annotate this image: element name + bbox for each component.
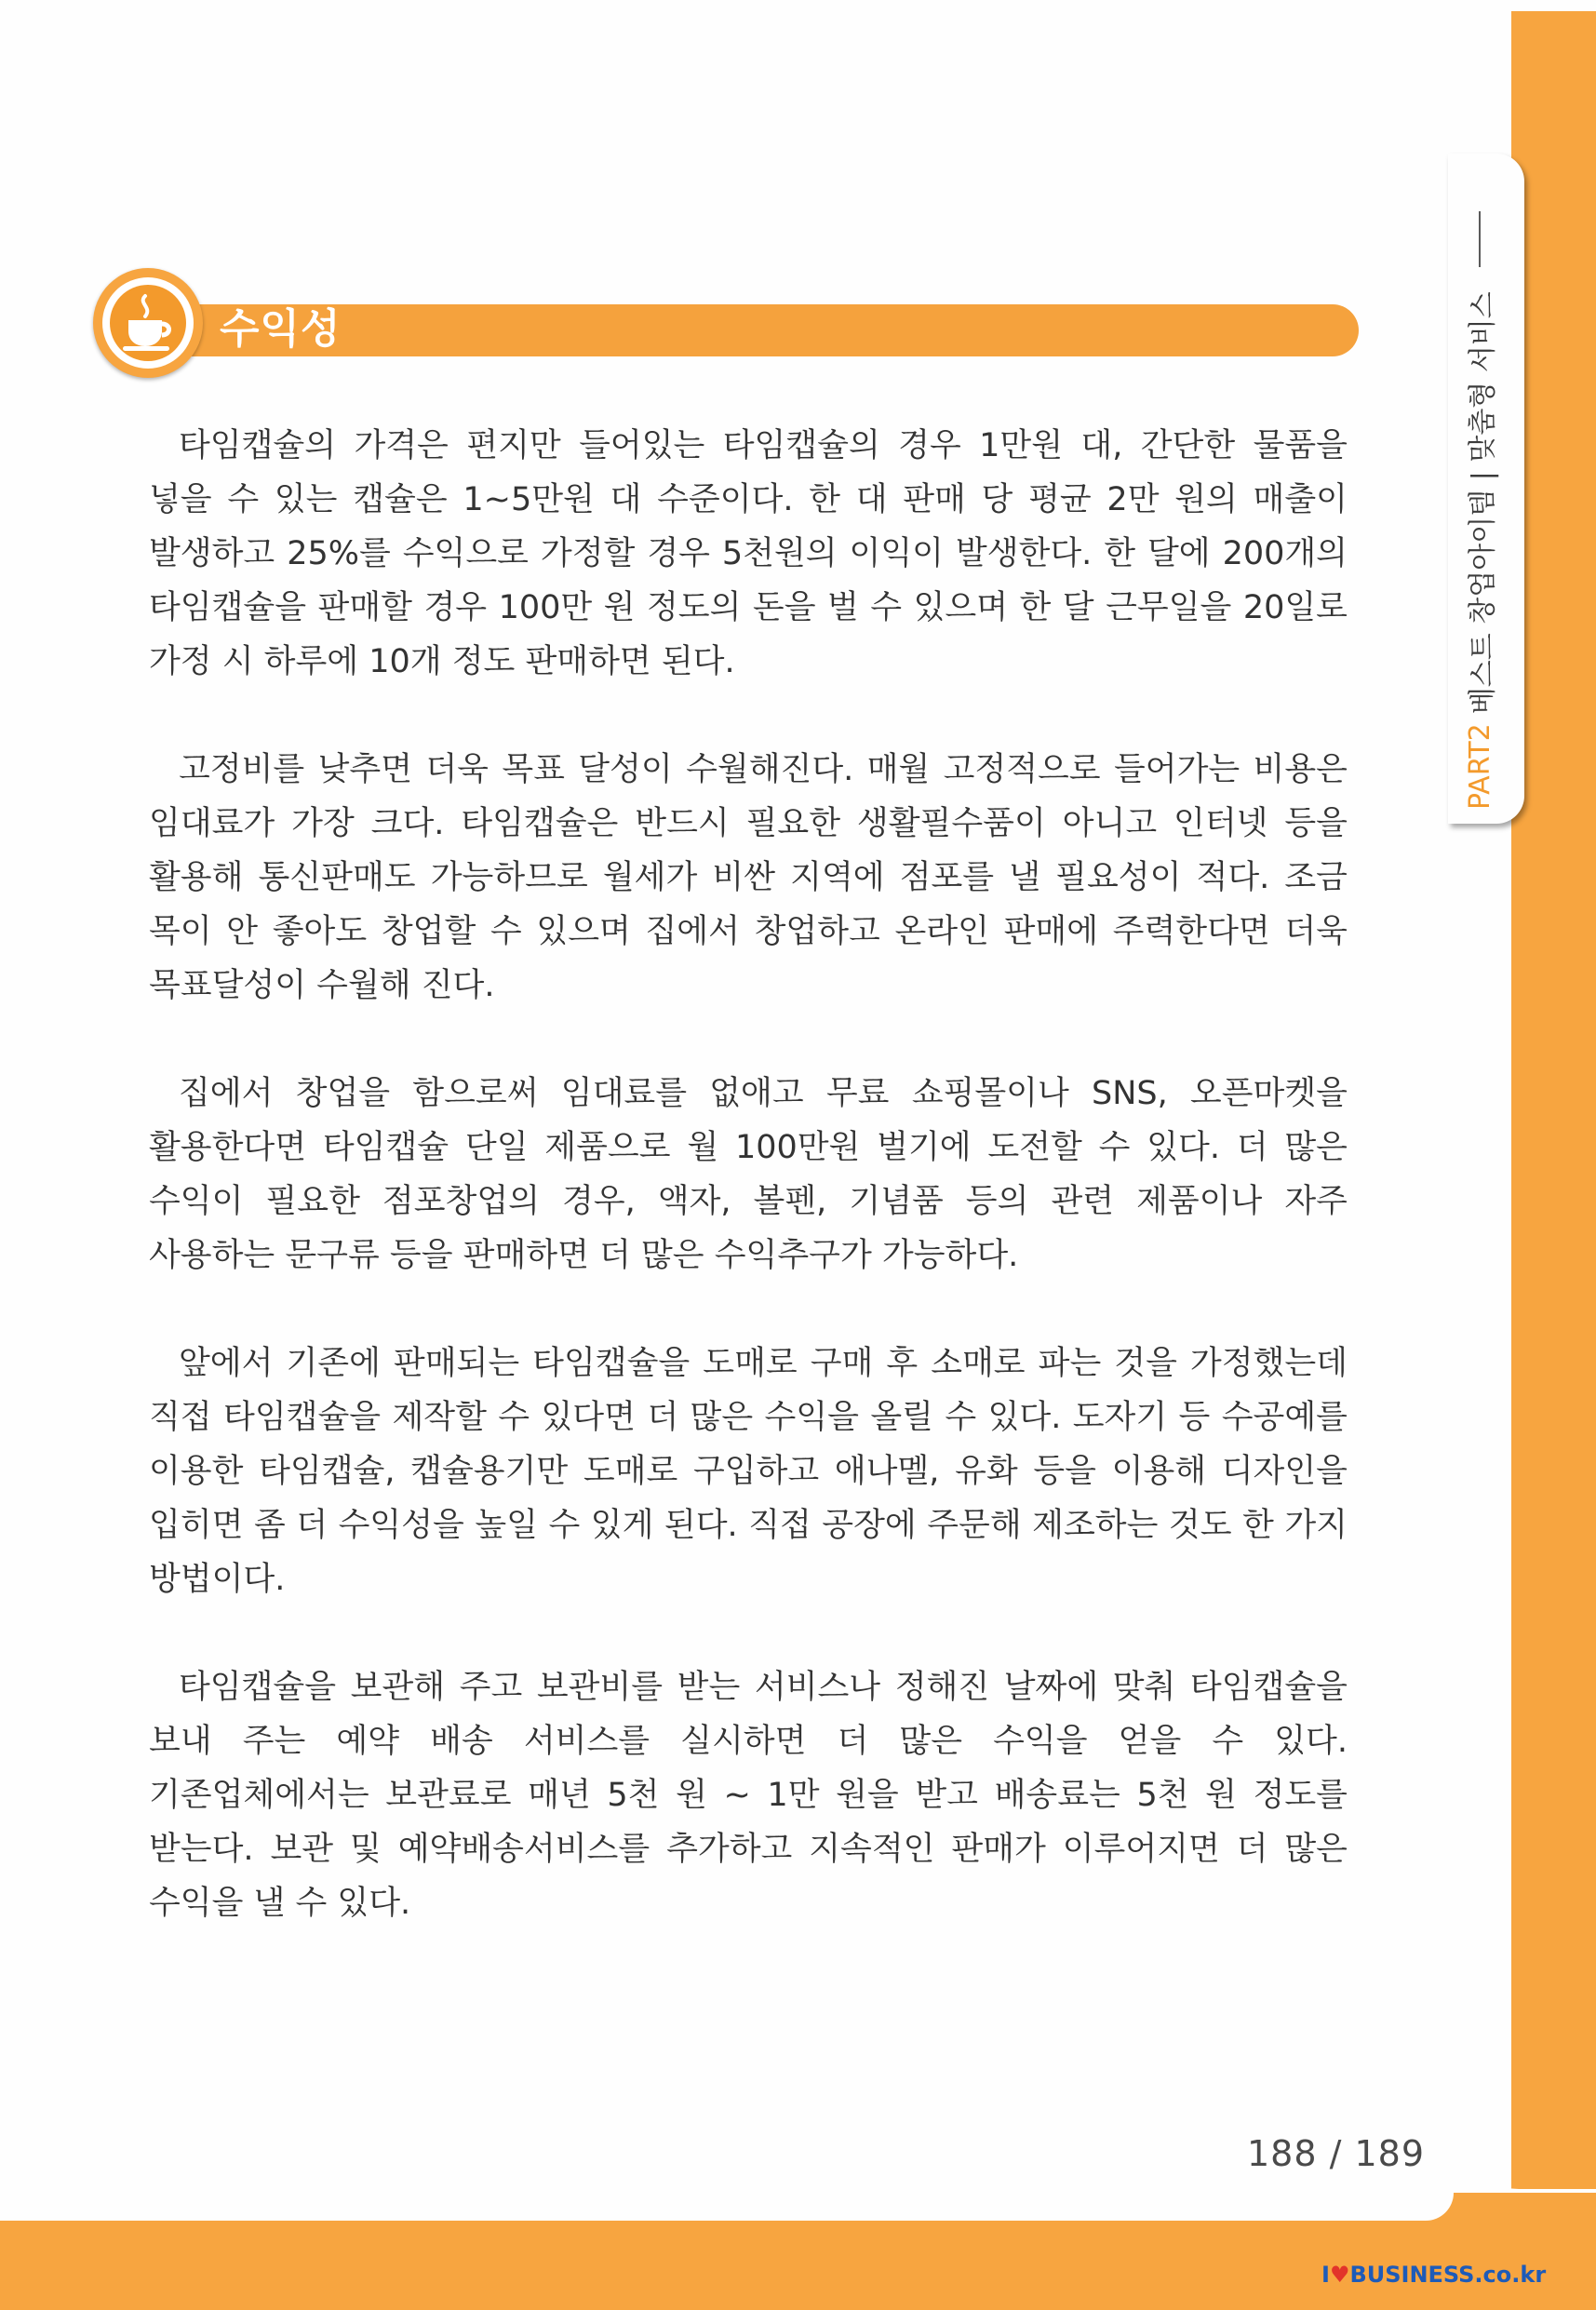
- section-title: 수익성: [220, 305, 342, 353]
- footer-brand-name: BUSINESS.co.kr: [1349, 2262, 1547, 2288]
- side-part-label: PART2: [1463, 723, 1496, 810]
- paragraph: 앞에서 기존에 판매되는 타임캡슐을 도매로 구매 후 소매로 파는 것을 가정했는데 직접 타임캡슐을 제작할 수 있다면 더 많은 수익을 올릴 수 있다. 도자기 등 수공예를 이용한 타임캡슐, 캡슐용기만 도매로 구입하고 애나멜, 유화 등을 이용해 디자인을 입히면 좀 더 수익성을 높일 수 있게 된다. 직접 공장에 주문해 제조하는 것도 한 가지 방법이다.: [149, 1345, 1348, 1598]
- side-chapter-title: [1459, 211, 1500, 810]
- heart-icon: ♥: [1329, 2262, 1350, 2288]
- section-icon-badge: [93, 268, 203, 378]
- side-chapter-text: 베스트 창업아이템 | 맞춤형 서비스: [1467, 291, 1499, 715]
- side-divider-line: [1479, 211, 1481, 267]
- paragraph: 타임캡슐의 가격은 편지만 들어있는 타임캡슐의 경우 1만원 대, 간단한 물품을 넣을 수 있는 캡슐은 1~5만원 대 수준이다. 한 대 판매 당 평균 2만 원의 매출이 발생하고 25%를 수익으로 가정할 경우 5천원의 이익이 발생한다. 한 달에 200개의 타임캡슐을 판매할 경우 100만 원 정도의 돈을 벌 수 있으며 한 달 근무일을 20일로 가정 시 하루에 10개 정도 판매하면 된다.: [149, 427, 1348, 680]
- paragraph: 집에서 창업을 함으로써 임대료를 없애고 무료 쇼핑몰이나 SNS, 오픈마켓을 활용한다면 타임캡슐 단일 제품으로 월 100만원 벌기에 도전할 수 있다. 더 많은 수익이 필요한 점포창업의 경우, 액자, 볼펜, 기념품 등의 관련 제품이나 자주 사용하는 문구류 등을 판매하면 더 많은 수익추구가 가능하다.: [149, 1075, 1348, 1274]
- body-text: [149, 419, 1348, 1984]
- footer-brand-prefix: I: [1321, 2262, 1330, 2288]
- paragraph: 타임캡슐을 보관해 주고 보관비를 받는 서비스나 정해진 날짜에 맞춰 타임캡슐을 보내 주는 예약 배송 서비스를 실시하면 더 많은 수익을 얻을 수 있다. 기존업체에서는 보관료로 매년 5천 원 ~ 1만 원을 받고 배송료는 5천 원 정도를 받는다. 보관 및 예약배송서비스를 추가하고 지속적인 판매가 이루어지면 더 많은 수익을 낼 수 있다.: [149, 1669, 1348, 1922]
- coffee-cup-icon: [110, 285, 186, 361]
- paragraph: 고정비를 낮추면 더욱 목표 달성이 수월해진다. 매월 고정적으로 들어가는 비용은 임대료가 가장 크다. 타임캡슐은 반드시 필요한 생활필수품이 아니고 인터넷 등을 활용해 통신판매도 가능하므로 월세가 비싼 지역에 점포를 낼 필요성이 적다. 조금 목이 안 좋아도 창업할 수 있으며 집에서 창업하고 온라인 판매에 주력한다면 더욱 목표달성이 수월해 진다.: [149, 751, 1348, 1004]
- footer-brand: [1321, 2262, 1546, 2288]
- page-number: 188 / 189: [1247, 2133, 1426, 2174]
- bottom-page-edge: [0, 2193, 1454, 2221]
